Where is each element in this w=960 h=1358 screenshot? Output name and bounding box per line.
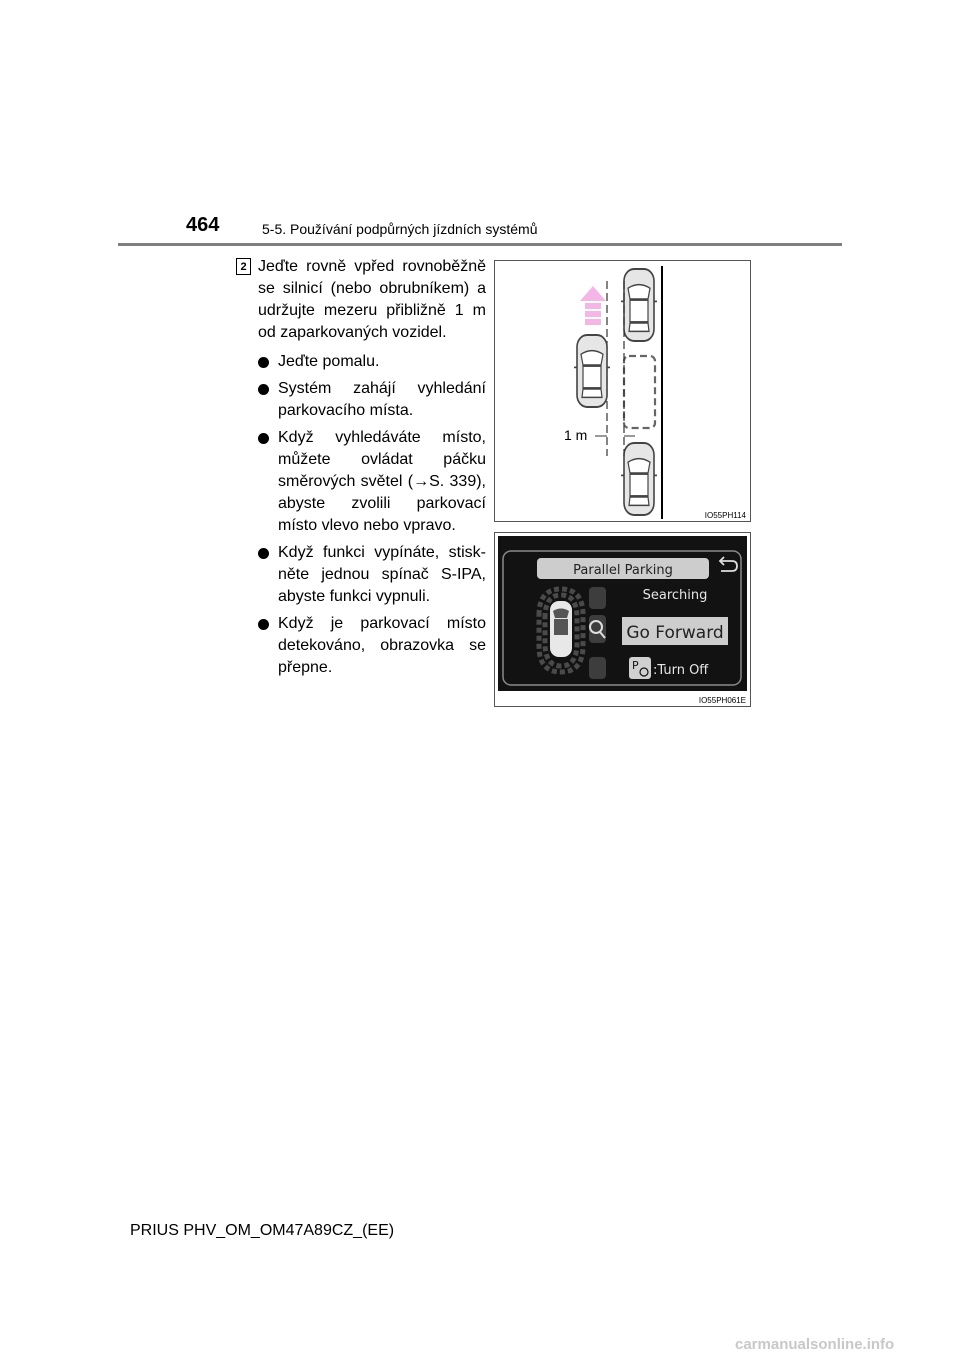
bullet-item: Když je parkovací místo detekováno, obrazovka se přepne. <box>258 613 486 679</box>
bullet-icon <box>258 548 269 559</box>
parking-display-figure <box>494 532 751 707</box>
figure-code: IO55PH061E <box>698 696 746 705</box>
bullet-icon <box>258 619 269 630</box>
page-number: 464 <box>186 214 220 236</box>
watermark: carmanualsonline.info <box>735 1336 895 1353</box>
bullet-icon <box>258 384 269 395</box>
bullet-icon <box>258 433 269 444</box>
turn-off-label: :Turn Off <box>653 663 709 678</box>
bullet-item: Systém zahájí vyhledání parkovacího místa. <box>258 378 486 422</box>
screen-title: Parallel Parking <box>573 563 673 578</box>
bullet-item: Jeďte pomalu. <box>258 351 486 373</box>
s-ipa-switch-letter: P <box>632 659 639 672</box>
bullet-list <box>258 351 486 679</box>
bullet-item: Když vyhledáváte místo, můžete ovládat páčku směrových světel (→S. 339), abyste zvolili parkovací místo vlevo nebo vpravo. <box>258 427 486 537</box>
side-segment-bottom <box>589 657 606 679</box>
bullet-icon <box>258 357 269 368</box>
forward-arrow-icon <box>580 286 606 325</box>
parking-diagram <box>495 261 750 521</box>
instruction-text: Go Forward <box>626 623 724 643</box>
own-car-display-icon <box>550 601 572 657</box>
side-segment-top <box>589 587 606 609</box>
own-vehicle-icon <box>574 335 610 407</box>
side-segment-middle <box>589 615 606 643</box>
header-divider <box>118 243 842 246</box>
figure-code: IO55PH114 <box>704 511 746 520</box>
section-title: 5-5. Používání podpůrných jízdních systémů <box>262 221 538 237</box>
step-intro: Jeďte rovně vpřed rovnoběžně se silnicí (nebo obrubníkem) a udržujte mezeru přibližně 1 m od zaparkovaných vozidel. <box>258 258 486 341</box>
parking-diagram-figure <box>494 260 751 522</box>
parked-car-bottom-icon <box>621 443 657 515</box>
parked-car-top-icon <box>621 269 657 341</box>
parking-display <box>495 533 750 706</box>
step-body <box>258 256 486 684</box>
distance-label: 1 m <box>564 427 588 443</box>
document-id: PRIUS PHV_OM_OM47A89CZ_(EE) <box>130 1222 395 1239</box>
step-number-badge: 2 <box>236 258 251 275</box>
bullet-item: Když funkci vypínáte, stiskněte jednou spínač S-IPA, abyste funkci vypnuli. <box>258 542 486 608</box>
parking-space-outline <box>624 356 655 428</box>
search-status: Searching <box>642 588 708 603</box>
